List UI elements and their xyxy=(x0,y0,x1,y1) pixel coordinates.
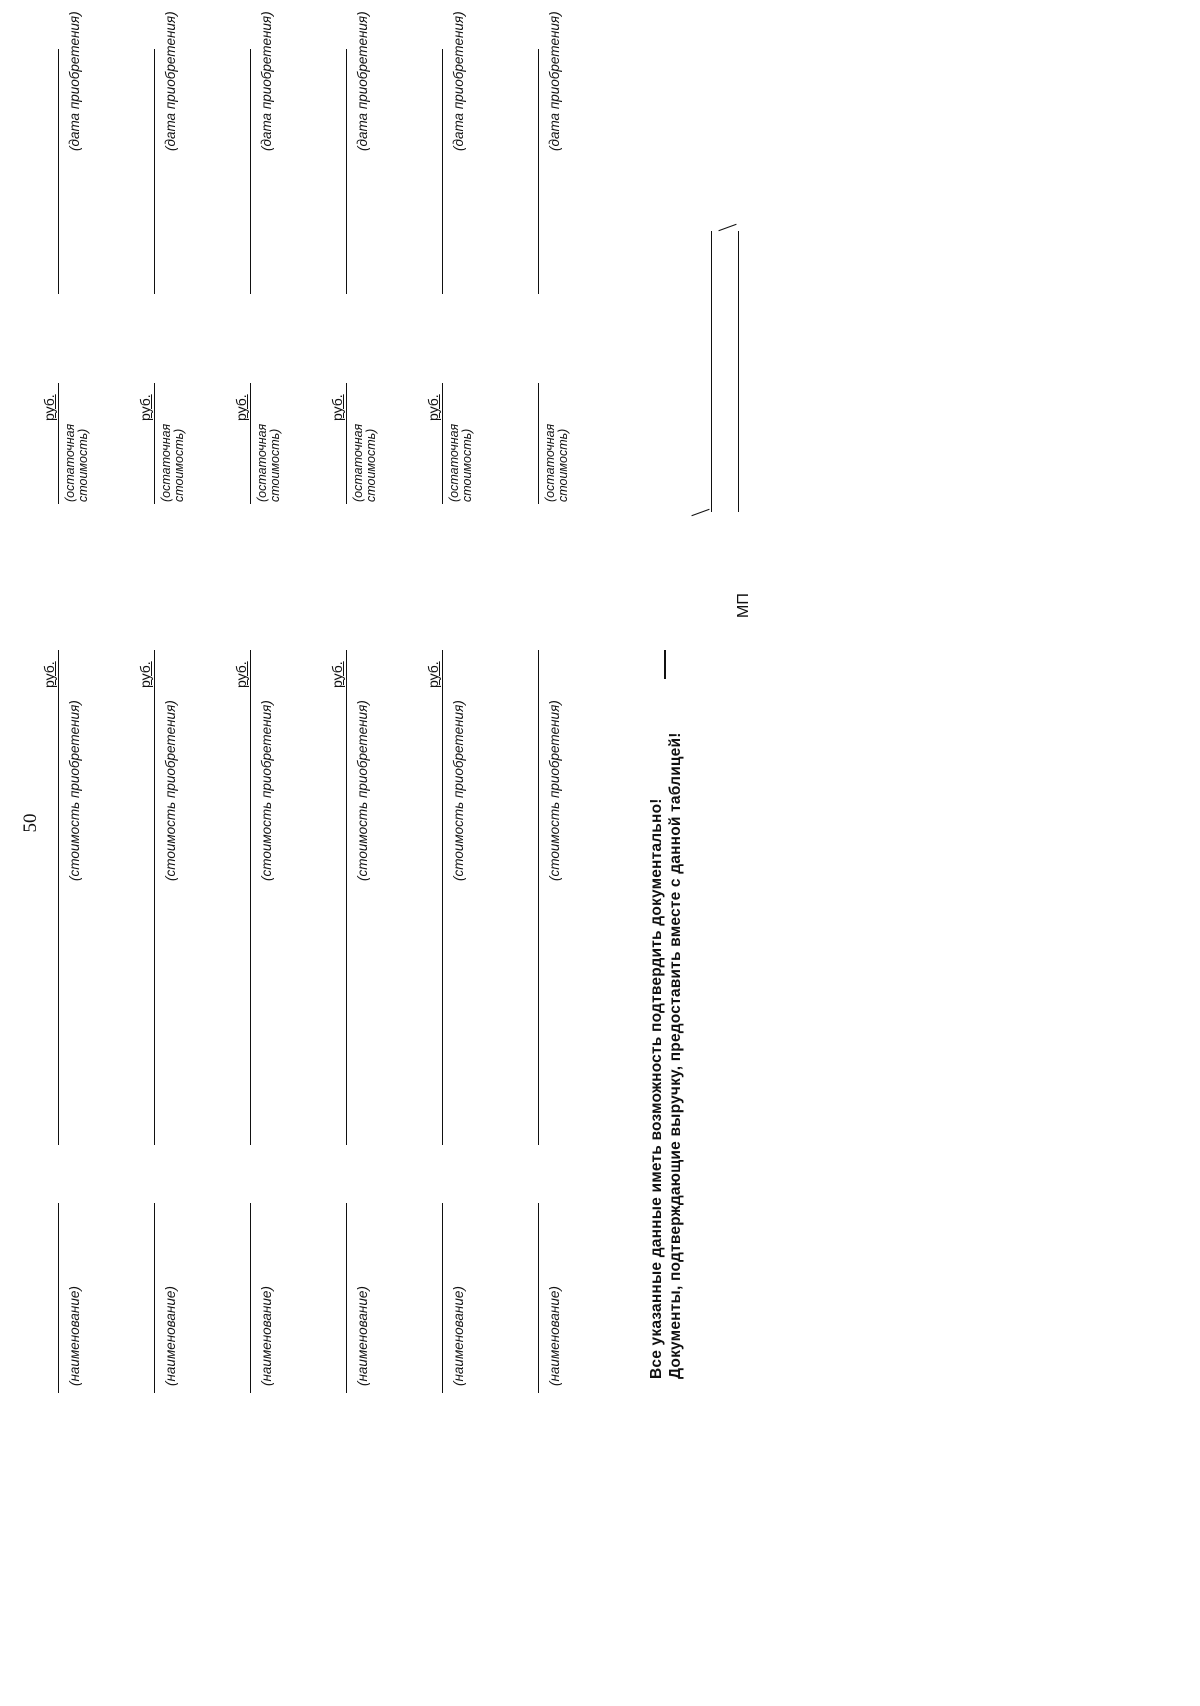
acquisition-date-field-line xyxy=(538,49,539,294)
acquisition-cost-unit: руб. xyxy=(137,661,153,688)
acquisition-date-caption: (дата приобретения) xyxy=(547,11,562,151)
residual-value-caption: (остаточная стоимость) xyxy=(351,423,378,502)
acquisition-cost-field-line xyxy=(442,650,443,1145)
acquisition-date-caption: (дата приобретения) xyxy=(163,11,178,151)
signature-line xyxy=(711,231,712,512)
name-caption: (наименование) xyxy=(67,1286,82,1386)
note-documentary-proof: Все указанные данные иметь возможность подтвердить документально! xyxy=(648,798,665,1379)
name-caption: (наименование) xyxy=(547,1286,562,1386)
acquisition-date-field-line xyxy=(250,49,251,294)
acquisition-cost-field-line xyxy=(154,650,155,1145)
asset-row xyxy=(137,0,214,1706)
acquisition-date-caption: (дата приобретения) xyxy=(355,11,370,151)
residual-value-unit: руб. xyxy=(41,394,57,421)
acquisition-cost-unit: руб. xyxy=(329,661,345,688)
name-field-line xyxy=(538,1203,539,1393)
acquisition-date-field-line xyxy=(58,49,59,294)
name-caption: (наименование) xyxy=(163,1286,178,1386)
signature-underline xyxy=(738,231,739,512)
residual-value-caption: (остаточная стоимость) xyxy=(543,423,570,502)
asset-row xyxy=(425,0,502,1706)
acquisition-date-caption: (дата приобретения) xyxy=(451,11,466,151)
residual-value-unit: руб. xyxy=(137,394,153,421)
stamp-label: МП xyxy=(735,593,752,618)
acquisition-cost-unit: руб. xyxy=(233,661,249,688)
residual-value-field-line xyxy=(538,383,539,504)
residual-value-caption: (остаточная стоимость) xyxy=(255,423,282,502)
acquisition-date-caption: (дата приобретения) xyxy=(259,11,274,151)
residual-value-caption: (остаточная стоимость) xyxy=(63,423,90,502)
residual-value-unit: руб. xyxy=(425,394,441,421)
acquisition-cost-caption: (стоимость приобретения) xyxy=(163,700,178,881)
name-caption: (наименование) xyxy=(259,1286,274,1386)
name-caption: (наименование) xyxy=(355,1286,370,1386)
asset-row xyxy=(41,0,118,1706)
acquisition-cost-field-line xyxy=(346,650,347,1145)
signature-slash xyxy=(718,224,736,231)
acquisition-cost-caption: (стоимость приобретения) xyxy=(67,700,82,881)
asset-row xyxy=(538,0,598,1706)
acquisition-date-caption: (дата приобретения) xyxy=(67,11,82,151)
name-field-line xyxy=(154,1203,155,1393)
acquisition-date-field-line xyxy=(442,49,443,294)
acquisition-cost-field-line xyxy=(250,650,251,1145)
acquisition-cost-caption: (стоимость приобретения) xyxy=(355,700,370,881)
residual-value-field-line xyxy=(154,383,155,504)
name-caption: (наименование) xyxy=(451,1286,466,1386)
name-field-line xyxy=(346,1203,347,1393)
acquisition-cost-caption: (стоимость приобретения) xyxy=(451,700,466,881)
residual-value-field-line xyxy=(346,383,347,504)
asset-row xyxy=(329,0,406,1706)
note-submit-documents: Документы, подтверждающие выручку, предоставить вместе с данной таблицей! xyxy=(667,732,684,1379)
acquisition-cost-unit: руб. xyxy=(425,661,441,688)
acquisition-date-field-line xyxy=(346,49,347,294)
residual-value-caption: (остаточная стоимость) xyxy=(159,423,186,502)
residual-value-field-line xyxy=(58,383,59,504)
name-field-line xyxy=(58,1203,59,1393)
acquisition-cost-caption: (стоимость приобретения) xyxy=(547,700,562,881)
residual-value-caption: (остаточная стоимость) xyxy=(447,423,474,502)
acquisition-cost-field-line xyxy=(538,650,539,1145)
signature-slash xyxy=(691,509,709,516)
name-field-line xyxy=(250,1203,251,1393)
acquisition-date-field-line xyxy=(154,49,155,294)
residual-value-unit: руб. xyxy=(329,394,345,421)
page-number: 50 xyxy=(20,813,41,833)
acquisition-cost-unit: руб. xyxy=(41,661,57,688)
residual-value-unit: руб. xyxy=(233,394,249,421)
residual-value-field-line xyxy=(250,383,251,504)
asset-row xyxy=(233,0,310,1706)
residual-value-field-line xyxy=(442,383,443,504)
acquisition-cost-field-line xyxy=(58,650,59,1145)
name-field-line xyxy=(442,1203,443,1393)
edge-mark xyxy=(664,650,666,679)
acquisition-cost-caption: (стоимость приобретения) xyxy=(259,700,274,881)
